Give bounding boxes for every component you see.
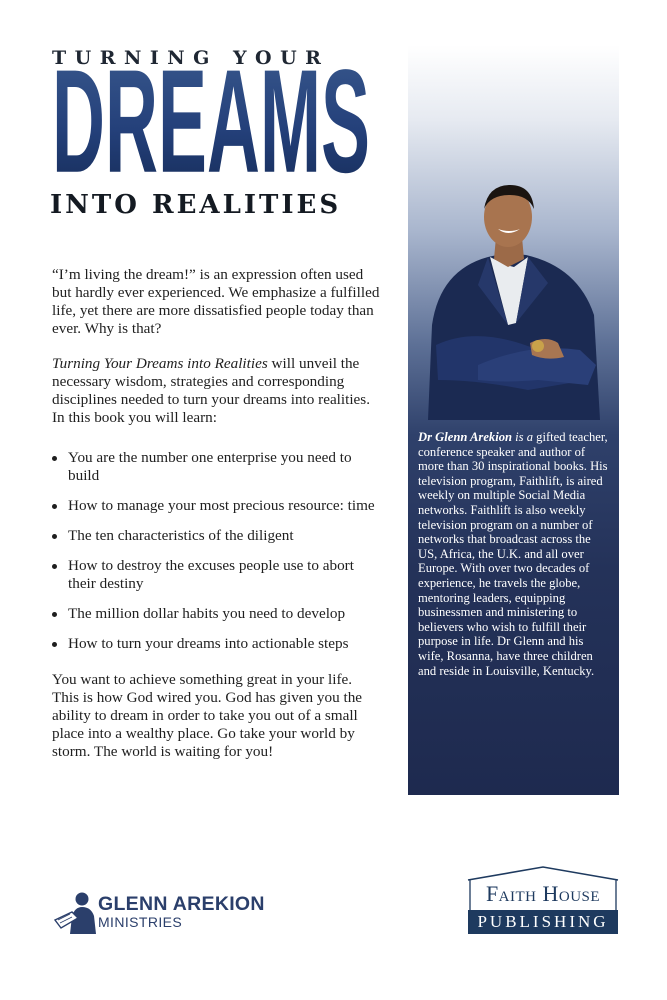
book-title-italic: Turning Your Dreams into Realities <box>52 355 268 372</box>
title-line-3: INTO REALITIES <box>50 190 342 220</box>
list-item-text: How to destroy the excuses people use to abort their destiny <box>68 557 354 592</box>
bullet-icon <box>52 534 57 539</box>
bullet-icon <box>52 642 57 647</box>
ministry-logo <box>52 890 265 935</box>
body-text <box>52 266 382 778</box>
list-item <box>52 605 382 623</box>
list-item-text: The million dollar habits you need to develop <box>68 605 346 622</box>
svg-text:DREAMS: DREAMS <box>52 62 370 182</box>
list-item <box>52 557 382 593</box>
author-photo <box>418 175 608 420</box>
list-item-text: How to manage your most precious resource: time <box>68 497 375 514</box>
intro-paragraph-2-text: will unveil the necessary wisdom, strategies and corresponding disciplines needed to turn your dreams into realities. In this book you will learn: <box>52 355 371 426</box>
bullet-icon <box>52 564 57 569</box>
ministry-name: GLENN AREKION <box>98 893 265 915</box>
closing-paragraph: You want to achieve something great in your life. This is how God wired you. God has given you the ability to dream in order to take you out of a small place into a wealthy place. Go take your world by storm. The world is waiting for you! <box>52 671 363 760</box>
publisher-subtitle: PUBLISHING <box>468 910 618 934</box>
intro-paragraph: “I’m living the dream!” is an expression often used but hardly ever experienced. We emphasize a fulfilled life, yet there are more dissatisfied people today than ever. Why is that? <box>52 266 380 337</box>
publisher-logo <box>466 866 620 936</box>
author-bio-text: gifted teacher, conference speaker and author of more than 30 inspirational books. His television program, Faithlift, is aired weekly on multiple Social Media networks. Faithlift is also weekly television program on a number of networks that broadcast across the US, Africa, the U.K. and all over Europe. With over two decades of experience, he travels the globe, mentoring leaders, equipping businessmen and ministering to believers who wish to fulfill their purpose in life. Dr Glenn and his wife, Rosanna, have three children and reside in Louisville, Kentucky. <box>418 430 608 678</box>
author-bio <box>418 430 608 678</box>
list-item <box>52 449 382 485</box>
bullet-icon <box>52 612 57 617</box>
list-item <box>52 527 382 545</box>
bullet-icon <box>52 456 57 461</box>
author-is-a: is a <box>512 430 534 444</box>
list-item <box>52 497 382 515</box>
list-item <box>52 635 382 653</box>
learn-list <box>52 449 382 653</box>
ministry-subtitle: MINISTRIES <box>98 914 183 930</box>
ministry-preacher-icon <box>52 890 98 934</box>
bullet-icon <box>52 504 57 509</box>
list-item-text: How to turn your dreams into actionable steps <box>68 635 349 652</box>
title-line-1: TURNING YOUR <box>52 47 330 69</box>
author-name: Dr Glenn Arekion <box>418 430 513 444</box>
title-dreams <box>52 62 372 182</box>
list-item-text: You are the number one enterprise you need to build <box>68 449 352 484</box>
publisher-name: Faith House <box>485 881 601 906</box>
author-sidebar <box>408 45 619 795</box>
intro-paragraph-2 <box>52 355 382 427</box>
list-item-text: The ten characteristics of the diligent <box>68 527 294 544</box>
